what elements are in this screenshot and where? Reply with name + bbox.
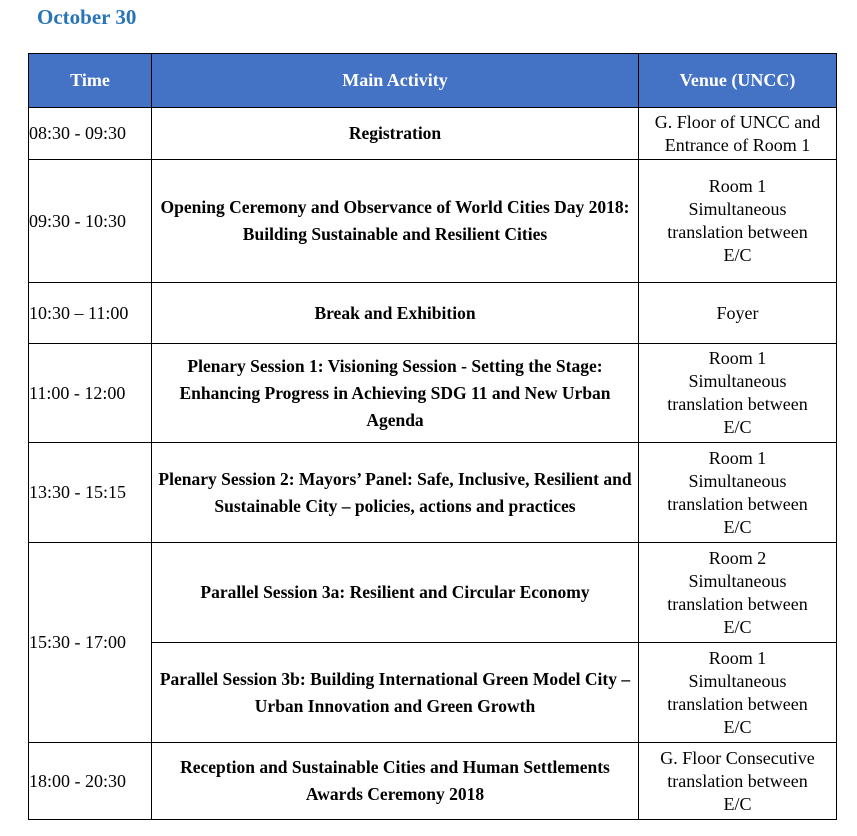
table-row <box>29 543 837 643</box>
venue-line: Simultaneous <box>688 371 787 391</box>
table-row <box>29 743 837 820</box>
venue-cell <box>639 743 837 820</box>
column-header-venue: Venue (UNCC) <box>639 54 837 108</box>
venue-line: G. Floor of UNCC and <box>654 111 821 132</box>
venue-line: Foyer <box>716 302 759 323</box>
activity-cell: Registration <box>152 108 639 160</box>
venue-line: E/C <box>723 245 752 265</box>
venue-cell <box>639 543 837 643</box>
time-cell: 09:30 - 10:30 <box>29 160 152 283</box>
venue-line: Room 1 <box>708 447 767 468</box>
activity-cell: Break and Exhibition <box>152 283 639 344</box>
venue-line: Simultaneous <box>688 670 787 691</box>
time-cell: 08:30 - 09:30 <box>29 108 152 160</box>
schedule-table <box>28 53 837 820</box>
venue-cell <box>639 443 837 543</box>
table-row <box>29 344 837 443</box>
venue-line: Room 1 <box>708 348 767 368</box>
header-row <box>29 54 837 108</box>
venue-line: Simultaneous <box>688 470 787 491</box>
table-row <box>29 443 837 543</box>
venue-line: E/C <box>723 516 752 537</box>
venue-cell <box>639 108 837 160</box>
table-row <box>29 108 837 160</box>
venue-line: Room 1 <box>708 176 767 196</box>
venue-line: E/C <box>723 793 752 814</box>
venue-cell <box>639 344 837 443</box>
venue-cell <box>639 643 837 743</box>
table-row <box>29 160 837 283</box>
venue-line: Simultaneous <box>688 199 787 219</box>
column-header-time: Time <box>29 54 152 108</box>
venue-line: E/C <box>723 716 752 737</box>
column-header-activity: Main Activity <box>152 54 639 108</box>
venue-line: translation between <box>667 693 808 714</box>
activity-cell: Opening Ceremony and Observance of World Cities Day 2018: Building Sustainable and Resilient Cities <box>152 160 639 283</box>
venue-line: Simultaneous <box>688 570 787 591</box>
venue-cell <box>639 283 837 344</box>
activity-cell: Plenary Session 2: Mayors’ Panel: Safe, Inclusive, Resilient and Sustainable City – policies, actions and practices <box>152 443 639 543</box>
venue-line: Entrance of Room 1 <box>664 134 811 155</box>
venue-line: translation between <box>667 593 808 614</box>
venue-line: G. Floor Consecutive <box>660 747 815 768</box>
activity-cell: Parallel Session 3a: Resilient and Circular Economy <box>152 543 639 643</box>
venue-line: translation between <box>667 394 808 414</box>
venue-cell <box>639 160 837 283</box>
activity-cell: Plenary Session 1: Visioning Session - Setting the Stage: Enhancing Progress in Achieving SDG 11 and New Urban Agenda <box>152 344 639 443</box>
time-cell: 15:30 - 17:00 <box>29 543 152 743</box>
time-cell: 11:00 - 12:00 <box>29 344 152 443</box>
time-cell: 18:00 - 20:30 <box>29 743 152 820</box>
time-cell: 10:30 – 11:00 <box>29 283 152 344</box>
venue-line: E/C <box>723 417 752 437</box>
venue-line: translation between <box>667 493 808 514</box>
table-row <box>29 283 837 344</box>
venue-line: E/C <box>723 616 752 637</box>
venue-line: translation between <box>667 770 808 791</box>
activity-cell: Parallel Session 3b: Building International Green Model City – Urban Innovation and Green Growth <box>152 643 639 743</box>
time-cell: 13:30 - 15:15 <box>29 443 152 543</box>
activity-cell: Reception and Sustainable Cities and Human Settlements Awards Ceremony 2018 <box>152 743 639 820</box>
venue-line: Room 2 <box>708 547 767 568</box>
page-heading: October 30 <box>37 5 137 29</box>
venue-line: Room 1 <box>708 647 767 668</box>
venue-line: translation between <box>667 222 808 242</box>
